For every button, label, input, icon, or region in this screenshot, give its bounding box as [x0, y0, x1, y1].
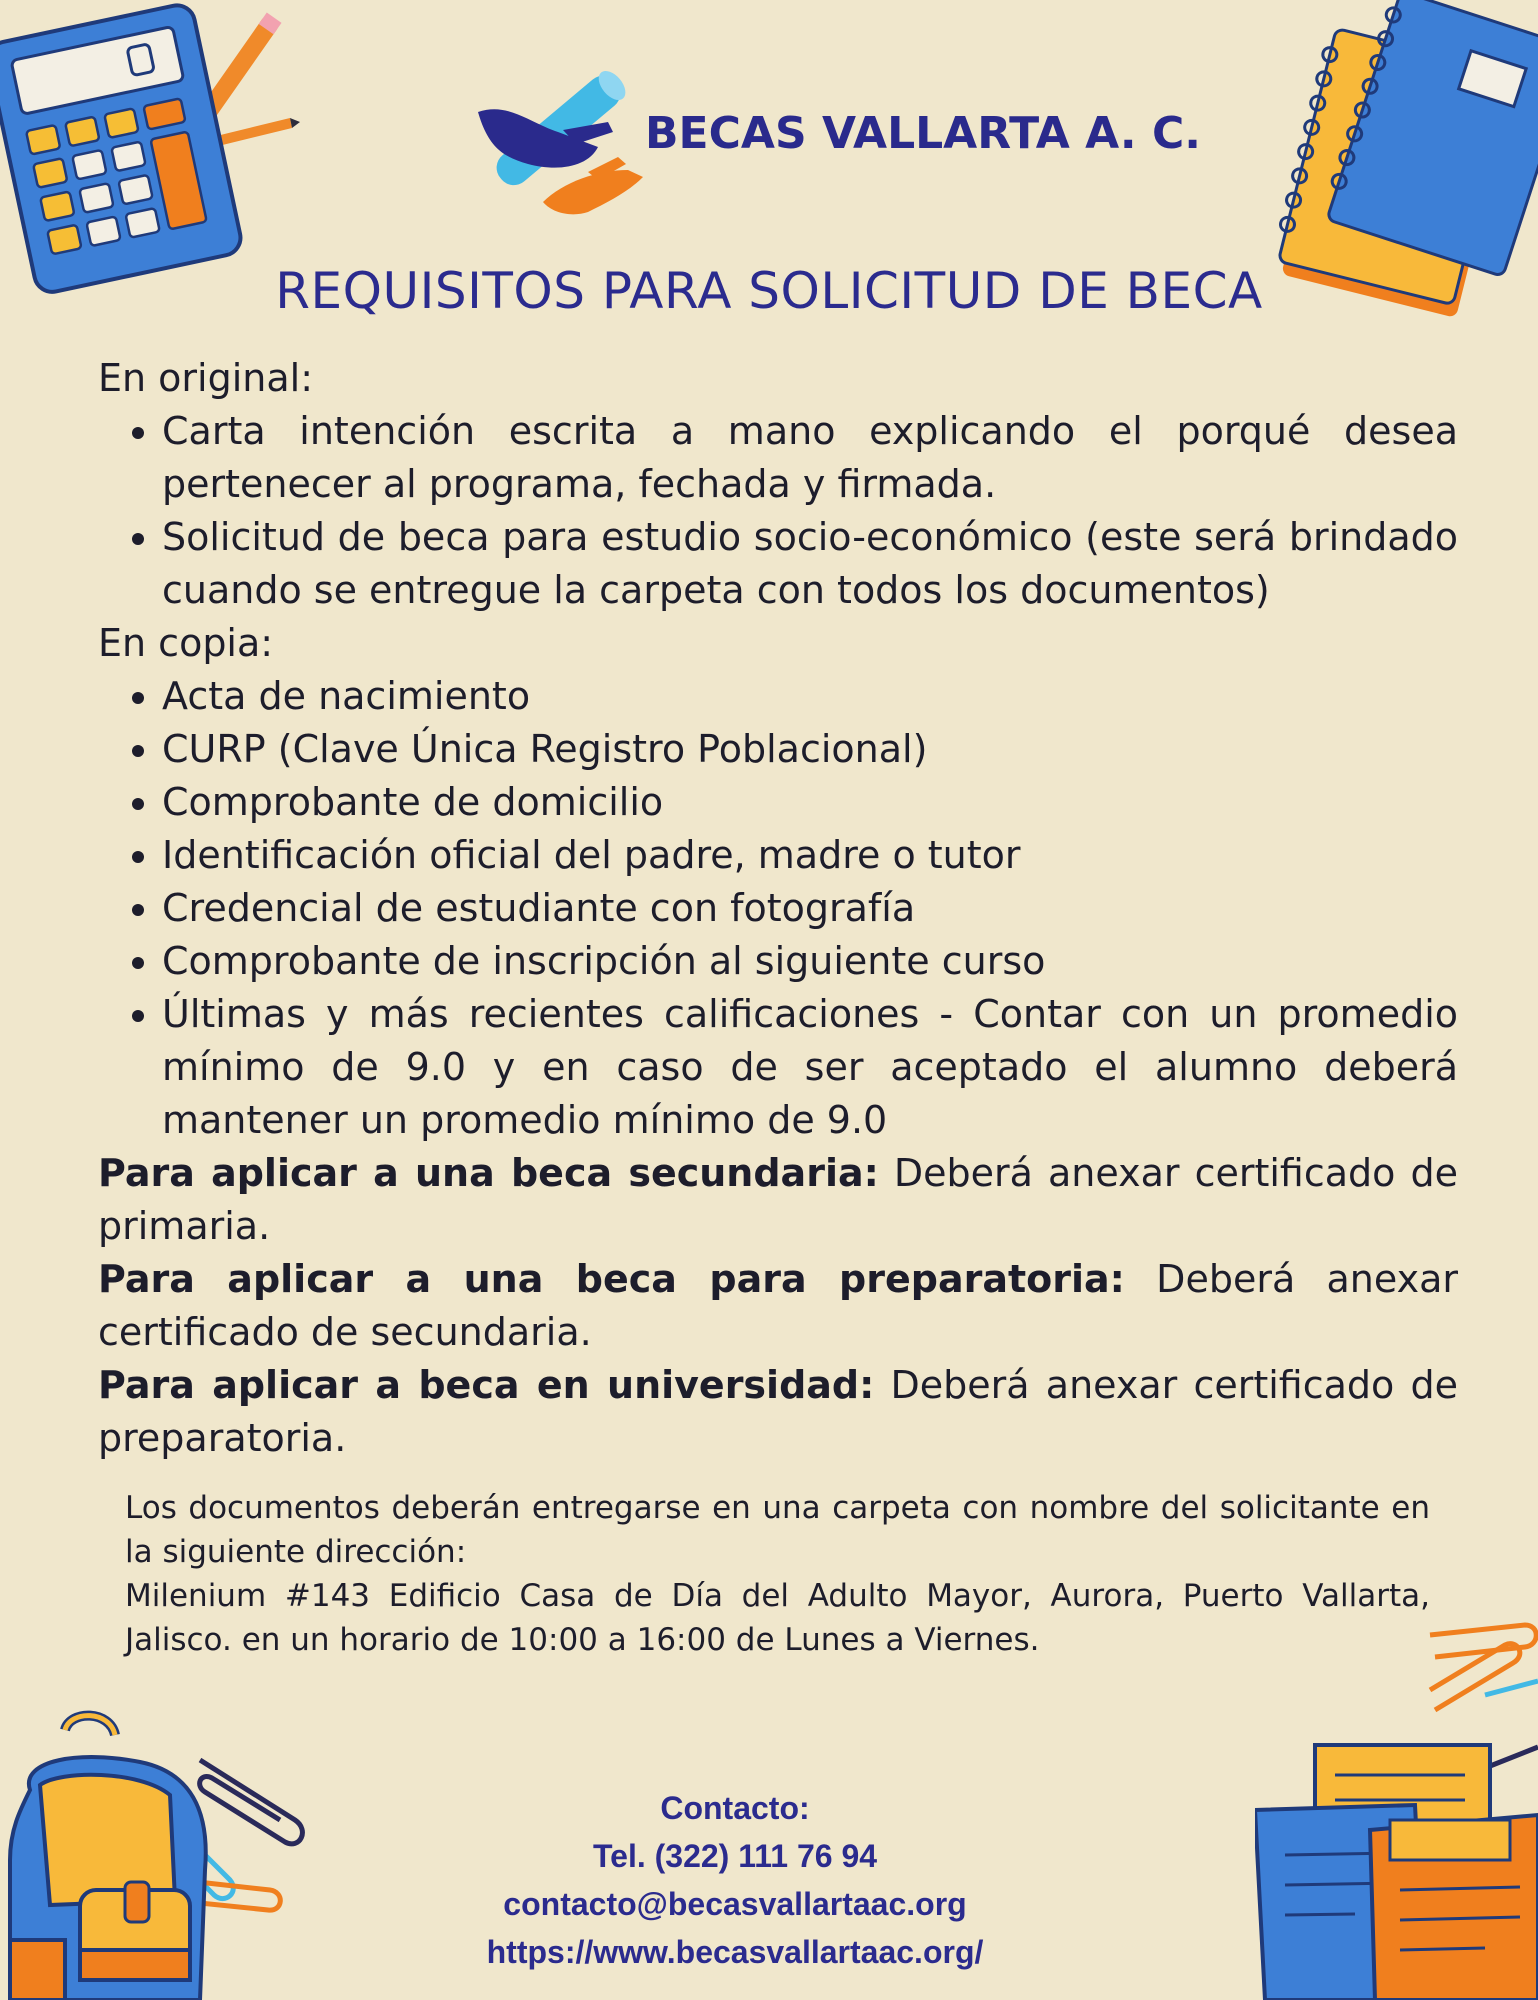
original-label: En original:	[98, 356, 314, 400]
calculator-illustration	[0, 0, 300, 300]
org-name: BECAS VALLARTA A. C.	[645, 108, 1201, 159]
paperclip-icon	[1485, 1681, 1538, 1695]
preparatoria-requirement	[98, 1253, 1458, 1359]
list-item: • Identificación oficial del padre, madre o tutor	[162, 829, 1458, 882]
page-title: REQUISITOS PARA SOLICITUD DE BECA	[275, 262, 1263, 320]
list-item: • Solicitud de beca para estudio socio-económico (este será brindado cuando se entregue la carpeta con todos los documentos)	[162, 511, 1458, 617]
contact-website[interactable]: https://www.becasvallartaac.org/	[486, 1934, 984, 1970]
requirement-text: Deberá anexar certificado de primaria.	[98, 1151, 1458, 1248]
requirement-label: Para aplicar a una beca para preparatoria:	[98, 1257, 1125, 1301]
requirement-text: Deberá anexar certificado de secundaria.	[98, 1257, 1458, 1354]
list-item: • Comprobante de domicilio	[162, 776, 1458, 829]
requirement-text: Deberá anexar certificado de preparatoria.	[98, 1363, 1458, 1460]
list-item: • Últimas y más recientes calificaciones - Contar con un promedio mínimo de 9.0 y en caso de ser aceptado el alumno deberá mantener un promedio mínimo de 9.0	[162, 988, 1458, 1147]
original-list	[98, 405, 1458, 617]
requirements-content	[98, 352, 1458, 1465]
address-text: Milenium #143 Edificio Casa de Día del Adulto Mayor, Aurora, Puerto Vallarta, Jalisco. en un horario de 10:00 a 16:00 de Lunes a Viernes.	[125, 1578, 1430, 1658]
list-item: • Credencial de estudiante con fotografía	[162, 882, 1458, 935]
list-item: • Comprobante de inscripción al siguiente curso	[162, 935, 1458, 988]
requirement-label: Para aplicar a una beca secundaria:	[98, 1151, 879, 1195]
contact-phone[interactable]: Tel. (322) 111 76 94	[592, 1838, 878, 1874]
list-item: • CURP (Clave Única Registro Poblacional)	[162, 723, 1458, 776]
contact-email[interactable]: contacto@becasvallartaac.org	[503, 1886, 967, 1922]
list-item: • Acta de nacimiento	[162, 670, 1458, 723]
copy-list	[98, 670, 1458, 1147]
secundaria-requirement	[98, 1147, 1458, 1253]
contact-heading: Contacto:	[660, 1790, 810, 1826]
universidad-requirement	[98, 1359, 1458, 1465]
delivery-text: Los documentos deberán entregarse en una carpeta con nombre del solicitante en la siguiente dirección:	[125, 1490, 1430, 1570]
copy-label: En copia:	[98, 621, 274, 665]
delivery-notes	[125, 1486, 1430, 1662]
contact-block	[0, 1784, 1470, 1976]
hands-diploma-logo	[468, 52, 653, 222]
requirement-label: Para aplicar a beca en universidad:	[98, 1363, 875, 1407]
list-item: • Carta intención escrita a mano explicando el porqué desea pertenecer al programa, fechada y firmada.	[162, 405, 1458, 511]
